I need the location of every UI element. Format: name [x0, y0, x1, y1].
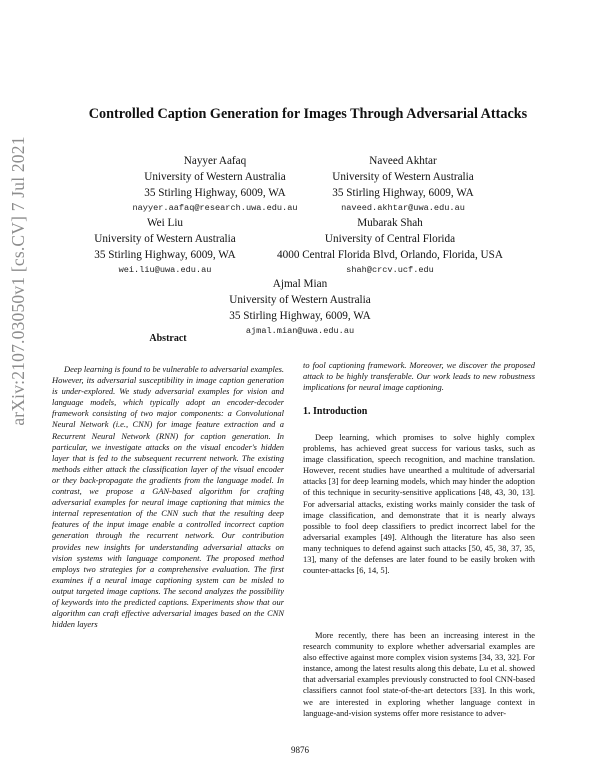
- author-affiliation: University of Western Australia: [144, 170, 286, 183]
- author-address: 35 Stirling Highway, 6009, WA: [229, 309, 371, 322]
- section-heading-introduction: 1. Introduction: [303, 406, 368, 417]
- abstract-paragraph: Deep learning is found to be vulnerable to adversarial examples. However, its adversarial susceptibility in image caption generation is under-explored. We study adversarial examples for vision and language models, which typically adopt an encoder-decoder framework consisting of two major components: a Convolutional Neural Network (i.e., CNN) for image feature extraction and a Recurrent Neural Network (RNN) for caption generation. In particular, we investigate attacks on the visual encoder's hidden layer that is fed to the subsequent recurrent network. The existing methods either attack the classification layer of the visual encoder or they back-propagate the gradients from the language model. In contrast, we propose a GAN-based algorithm for crafting adversarial examples for neural image captioning that mimics the internal representation of the CNN such that the resulting deep features of the input image enable a controlled incorrect caption generation through the recurrent network. Our contribution provides new insights for understanding adversarial attacks on vision systems with language component. The proposed method employs two strategies for a comprehensive evaluation. The first examines if a neural image captioning system can be misled to output targeted image captions. The second analyzes the possibility of keywords into the predicted captions. Experiments show that our algorithm can craft effective adversarial images based on the CNN hidden layers: [52, 364, 284, 630]
- abstract-continuation: [303, 360, 535, 393]
- arxiv-identifier[interactable]: arXiv:2107.03050v1 [cs.CV] 7 Jul 2021: [8, 136, 28, 426]
- abstract-paragraph-continued: to fool captioning framework. Moreover, we discover the proposed attack to be highly transferable. Our work leads to new robustness implications for neural image captioning.: [303, 360, 535, 393]
- paragraph-text: More recently, there has been an increasing interest in the research community to explore whether adversarial examples are also effective against more complex vision systems [34, 33, 32]. For instance, among the latest results along this debate, Lu et al. showed that adversarial examples previously constructed to fool CNN-based classifiers cannot fool state-of-the-art detectors [33]. In this work, we are interested in exploring whether language context in language-and-vision systems offer more resistance to adver-: [303, 630, 535, 718]
- author-block: [240, 216, 540, 277]
- author-address: 35 Stirling Highway, 6009, WA: [94, 248, 236, 261]
- author-address: 35 Stirling Highway, 6009, WA: [144, 186, 286, 199]
- paragraph-text: Deep learning, which promises to solve highly complex problems, has achieved great success for various tasks, such as image classification, speech recognition, and machine translation. However, recent studies have unearthed a multitude of adversarial attacks [3] for deep learning models, which may hinder the adoption of this technique in security-sensitive applications [48, 43, 30, 13]. For adversarial attacks, existing works mainly consider the task of image classification, and demonstrate that it is nearly always possible to fool deep classifiers to predict incorrect label for the adversarial examples [49]. Although the literature has also seen many techniques to defend against such attacks [50, 45, 38, 37, 35, 13], many of the defenses are later found to be easily broken with counter-attacks [6, 14, 5].: [303, 432, 535, 576]
- author-name: Naveed Akhtar: [369, 155, 437, 167]
- author-block: [283, 154, 523, 215]
- abstract-text: [52, 364, 284, 630]
- author-name: Ajmal Mian: [272, 278, 328, 290]
- author-email[interactable]: nayyer.aafaq@research.uwa.edu.au: [132, 203, 298, 214]
- author-affiliation: University of Central Florida: [324, 232, 456, 245]
- introduction-paragraph-2: [303, 630, 535, 719]
- author-email[interactable]: wei.liu@uwa.edu.au: [118, 265, 212, 276]
- introduction-paragraph-1: [303, 432, 535, 576]
- paper-title: Controlled Caption Generation for Images Through Adversarial Attacks: [88, 106, 528, 122]
- author-name: Nayyer Aafaq: [183, 155, 247, 167]
- author-name: Wei Liu: [146, 217, 184, 229]
- author-address: 4000 Central Florida Blvd, Orlando, Florida, USA: [277, 248, 503, 261]
- author-address: 35 Stirling Highway, 6009, WA: [332, 186, 474, 199]
- author-affiliation: University of Western Australia: [332, 170, 474, 183]
- author-email[interactable]: naveed.akhtar@uwa.edu.au: [341, 203, 465, 214]
- author-block: [180, 277, 420, 338]
- author-email[interactable]: ajmal.mian@uwa.edu.au: [245, 326, 355, 337]
- page-number: 9876: [291, 745, 309, 755]
- abstract-heading: Abstract: [149, 333, 187, 344]
- author-name: Mubarak Shah: [357, 217, 423, 229]
- author-affiliation: University of Western Australia: [229, 293, 371, 306]
- author-affiliation: University of Western Australia: [94, 232, 236, 245]
- author-email[interactable]: shah@crcv.ucf.edu: [346, 265, 434, 276]
